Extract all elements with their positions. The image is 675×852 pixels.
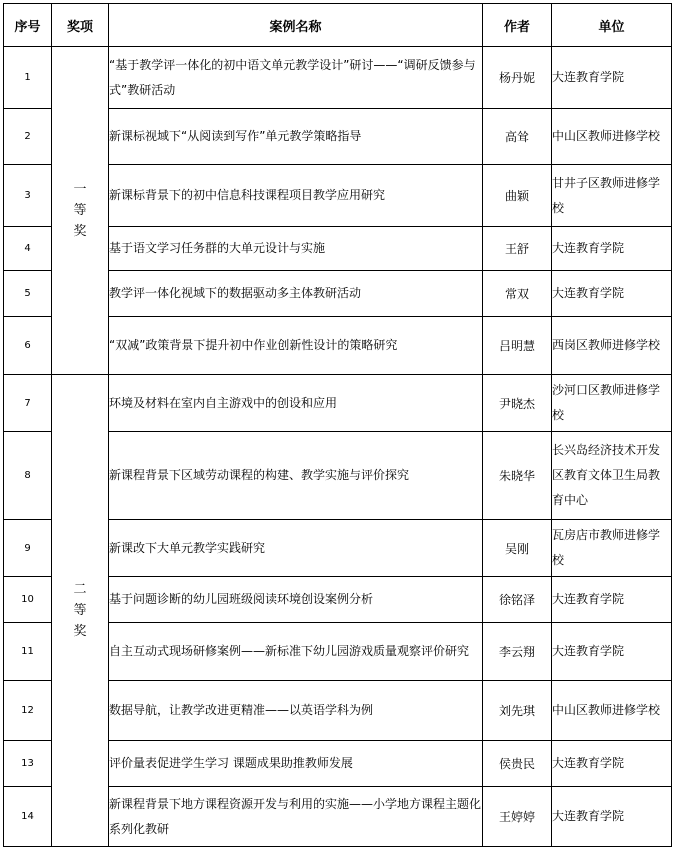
cell-unit: 大连教育学院 xyxy=(552,577,672,623)
cell-unit: 甘井子区教师进修学校 xyxy=(552,165,672,227)
cell-title: 新课改下大单元教学实践研究 xyxy=(109,520,483,577)
cell-title: “双减”政策背景下提升初中作业创新性设计的策略研究 xyxy=(109,317,483,375)
award-char: 二 xyxy=(73,582,87,597)
header-title: 案例名称 xyxy=(109,4,483,47)
cell-title: 基于问题诊断的幼儿园班级阅读环境创设案例分析 xyxy=(109,577,483,623)
cell-author: 刘先琪 xyxy=(483,681,552,741)
cell-title: 评价量表促进学生学习 课题成果助推教师发展 xyxy=(109,741,483,787)
cell-unit: 长兴岛经济技术开发区教育文体卫生局教育中心 xyxy=(552,432,672,520)
cell-seq: 13 xyxy=(4,741,52,787)
cell-award xyxy=(52,47,109,375)
award-table xyxy=(3,3,672,847)
cell-author: 杨丹妮 xyxy=(483,47,552,109)
table-row xyxy=(4,47,672,109)
cell-title: 新课程背景下地方课程资源开发与利用的实施——小学地方课程主题化系列化教研 xyxy=(109,787,483,847)
header-unit: 单位 xyxy=(552,4,672,47)
cell-award xyxy=(52,375,109,847)
cell-author: 徐铭泽 xyxy=(483,577,552,623)
cell-author: 李云翔 xyxy=(483,623,552,681)
cell-seq: 6 xyxy=(4,317,52,375)
cell-title: “基于教学评一体化的初中语文单元教学设计”研讨——“调研反馈参与式”教研活动 xyxy=(109,47,483,109)
cell-seq: 7 xyxy=(4,375,52,432)
cell-title: 新课标背景下的初中信息科技课程项目教学应用研究 xyxy=(109,165,483,227)
cell-title: 教学评一体化视域下的数据驱动多主体教研活动 xyxy=(109,271,483,317)
cell-seq: 4 xyxy=(4,227,52,271)
cell-seq: 8 xyxy=(4,432,52,520)
award-char: 等 xyxy=(73,203,87,218)
cell-unit: 西岗区教师进修学校 xyxy=(552,317,672,375)
cell-author: 侯贵民 xyxy=(483,741,552,787)
award-char: 奖 xyxy=(73,624,87,639)
table-row xyxy=(4,375,672,432)
cell-seq: 2 xyxy=(4,109,52,165)
header-award: 奖项 xyxy=(52,4,109,47)
award-char: 一 xyxy=(73,182,87,197)
cell-author: 吴刚 xyxy=(483,520,552,577)
cell-title: 环境及材料在室内自主游戏中的创设和应用 xyxy=(109,375,483,432)
cell-author: 高耸 xyxy=(483,109,552,165)
cell-unit: 沙河口区教师进修学校 xyxy=(552,375,672,432)
cell-unit: 大连教育学院 xyxy=(552,47,672,109)
cell-seq: 11 xyxy=(4,623,52,681)
cell-author: 吕明慧 xyxy=(483,317,552,375)
award-char: 等 xyxy=(73,603,87,618)
cell-unit: 大连教育学院 xyxy=(552,623,672,681)
cell-seq: 10 xyxy=(4,577,52,623)
header-author: 作者 xyxy=(483,4,552,47)
table-body xyxy=(4,47,672,847)
cell-unit: 大连教育学院 xyxy=(552,271,672,317)
cell-title: 新课标视域下“从阅读到写作”单元教学策略指导 xyxy=(109,109,483,165)
header-row xyxy=(4,4,672,47)
cell-title: 自主互动式现场研修案例——新标准下幼儿园游戏质量观察评价研究 xyxy=(109,623,483,681)
cell-author: 常双 xyxy=(483,271,552,317)
cell-unit: 大连教育学院 xyxy=(552,787,672,847)
cell-unit: 大连教育学院 xyxy=(552,227,672,271)
cell-author: 王婷婷 xyxy=(483,787,552,847)
cell-seq: 14 xyxy=(4,787,52,847)
cell-unit: 瓦房店市教师进修学校 xyxy=(552,520,672,577)
cell-title: 数据导航，让教学改进更精准——以英语学科为例 xyxy=(109,681,483,741)
cell-seq: 9 xyxy=(4,520,52,577)
cell-title: 基于语文学习任务群的大单元设计与实施 xyxy=(109,227,483,271)
header-seq: 序号 xyxy=(4,4,52,47)
cell-seq: 12 xyxy=(4,681,52,741)
cell-unit: 大连教育学院 xyxy=(552,741,672,787)
award-char: 奖 xyxy=(73,224,87,239)
cell-author: 王舒 xyxy=(483,227,552,271)
cell-seq: 3 xyxy=(4,165,52,227)
cell-author: 朱晓华 xyxy=(483,432,552,520)
cell-seq: 5 xyxy=(4,271,52,317)
cell-author: 尹晓杰 xyxy=(483,375,552,432)
cell-unit: 中山区教师进修学校 xyxy=(552,681,672,741)
cell-title: 新课程背景下区域劳动课程的构建、教学实施与评价探究 xyxy=(109,432,483,520)
cell-author: 曲颖 xyxy=(483,165,552,227)
cell-unit: 中山区教师进修学校 xyxy=(552,109,672,165)
cell-seq: 1 xyxy=(4,47,52,109)
